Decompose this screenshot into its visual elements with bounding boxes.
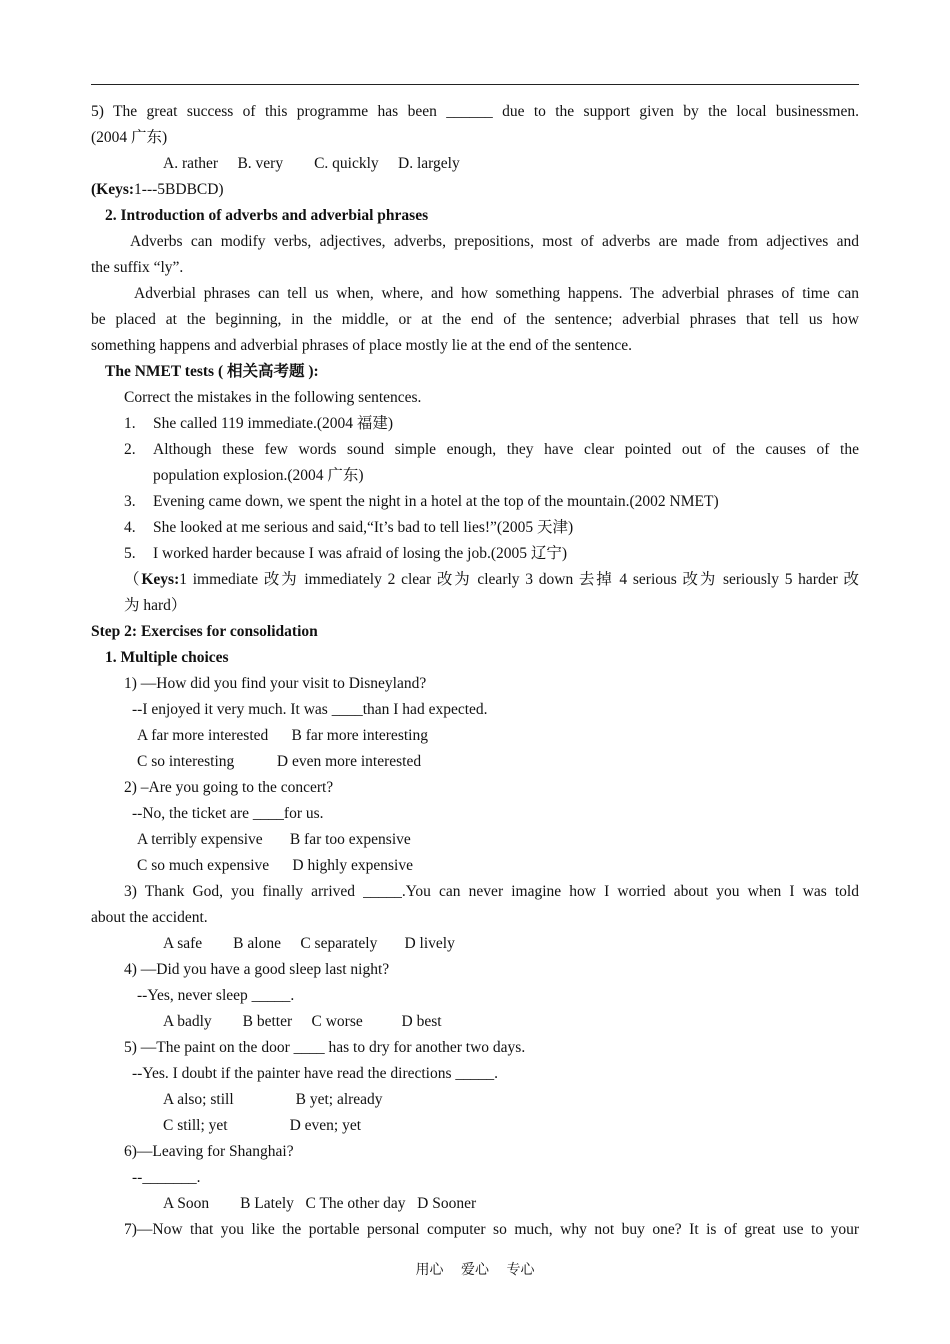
page-footer: 用心 爱心 专心 xyxy=(415,1263,535,1278)
question-2: 2) –Are you going to the concert? xyxy=(124,779,334,796)
question-1-options-ab: A far more interested B far more interesting xyxy=(137,727,428,744)
section-heading-adverbs: 2. Introduction of adverbs and adverbial phrases xyxy=(105,207,429,224)
header-rule xyxy=(91,84,859,85)
nmet-item-text: Although these few words sound simple enough, they have clear pointed out of the causes of the xyxy=(153,441,859,458)
nmet-item-number: 3. xyxy=(124,493,136,510)
q5-stem-line1: 5) The great success of this programme has been ______ due to the support given by the local businessmen. xyxy=(91,103,859,120)
question-1-options-cd: C so interesting D even more interested xyxy=(137,753,422,770)
question-2-options-ab: A terribly expensive B far too expensive xyxy=(137,831,411,848)
question-4-reply: --Yes, never sleep _____. xyxy=(137,987,295,1004)
question-1: 1) —How did you find your visit to Disneyland? xyxy=(124,675,427,692)
multiple-choices-heading: 1. Multiple choices xyxy=(105,649,229,666)
question-5-options-cd: C still; yet D even; yet xyxy=(163,1117,362,1134)
question-1-reply: --I enjoyed it very much. It was ____than I had expected. xyxy=(132,701,488,718)
nmet-keys-label: Keys: xyxy=(141,571,180,588)
question-5-reply: --Yes. I doubt if the painter have read the directions _____. xyxy=(132,1065,499,1082)
nmet-heading: The NMET tests ( 相关高考题 ): xyxy=(105,363,319,380)
question-3-options: A safe B alone C separately D lively xyxy=(163,935,455,952)
nmet-item-number: 4. xyxy=(124,519,136,536)
nmet-item-text: She looked at me serious and said,“It’s bad to tell lies!”(2005 天津) xyxy=(153,519,574,536)
question-6-options: A Soon B Lately C The other day D Sooner xyxy=(163,1195,477,1212)
nmet-keys-line2: 为 hard） xyxy=(124,597,187,614)
nmet-item-number: 2. xyxy=(124,441,136,458)
step2-heading: Step 2: Exercises for consolidation xyxy=(91,623,318,640)
question-3-line1: 3) Thank God, you finally arrived _____.You can never imagine how I worried about you when I was told xyxy=(124,883,859,900)
nmet-item-text: She called 119 immediate.(2004 福建) xyxy=(153,415,394,432)
nmet-keys-line1 xyxy=(124,570,859,590)
question-4-options: A badly B better C worse D best xyxy=(163,1013,442,1030)
nmet-item-text: Evening came down, we spent the night in a hotel at the top of the mountain.(2002 NMET) xyxy=(153,493,719,510)
adverbs-para1-line2: the suffix “ly”. xyxy=(91,259,184,276)
question-5: 5) —The paint on the door ____ has to dry for another two days. xyxy=(124,1039,526,1056)
adverbs-para2-line3: something happens and adverbial phrases of place mostly lie at the end of the sentence. xyxy=(91,337,633,354)
keys-line xyxy=(91,180,224,200)
keys-text: 1---5BDBCD) xyxy=(134,181,224,198)
question-5-options-ab: A also; still B yet; already xyxy=(163,1091,383,1108)
nmet-item-number: 5. xyxy=(124,545,136,562)
question-2-reply: --No, the ticket are ____for us. xyxy=(132,805,324,822)
q5-stem-line2: (2004 广东) xyxy=(91,129,168,146)
nmet-item-number: 1. xyxy=(124,415,136,432)
question-7-line1: 7)—Now that you like the portable personal computer so much, why not buy one? It is of great use to your xyxy=(124,1221,859,1238)
question-6-reply: --_______. xyxy=(132,1169,201,1186)
nmet-keys-text: 1 immediate 改为 immediately 2 clear 改为 clearly 3 down 去掉 4 serious 改为 seriously 5 harder 改 xyxy=(179,571,859,588)
question-6: 6)—Leaving for Shanghai? xyxy=(124,1143,294,1160)
adverbs-para2-line2: be placed at the beginning, in the middle, or at the end of the sentence; adverbial phrases that tell us how xyxy=(91,311,859,328)
keys-open-paren: （ xyxy=(124,571,142,588)
nmet-item-text: I worked harder because I was afraid of losing the job.(2005 辽宁) xyxy=(153,545,568,562)
question-3-line2: about the accident. xyxy=(91,909,208,926)
q5-options: A. rather B. very C. quickly D. largely xyxy=(163,155,460,172)
keys-label: (Keys: xyxy=(91,181,135,198)
nmet-instruction: Correct the mistakes in the following sentences. xyxy=(124,389,422,406)
question-2-options-cd: C so much expensive D highly expensive xyxy=(137,857,413,874)
nmet-item-text-cont: population explosion.(2004 广东) xyxy=(153,467,364,484)
question-4: 4) —Did you have a good sleep last night? xyxy=(124,961,390,978)
adverbs-para2-line1: Adverbial phrases can tell us when, where, and how something happens. The adverbial phrases of time can xyxy=(134,285,859,302)
adverbs-para1-line1: Adverbs can modify verbs, adjectives, adverbs, prepositions, most of adverbs are made from adjectives and xyxy=(130,233,859,250)
